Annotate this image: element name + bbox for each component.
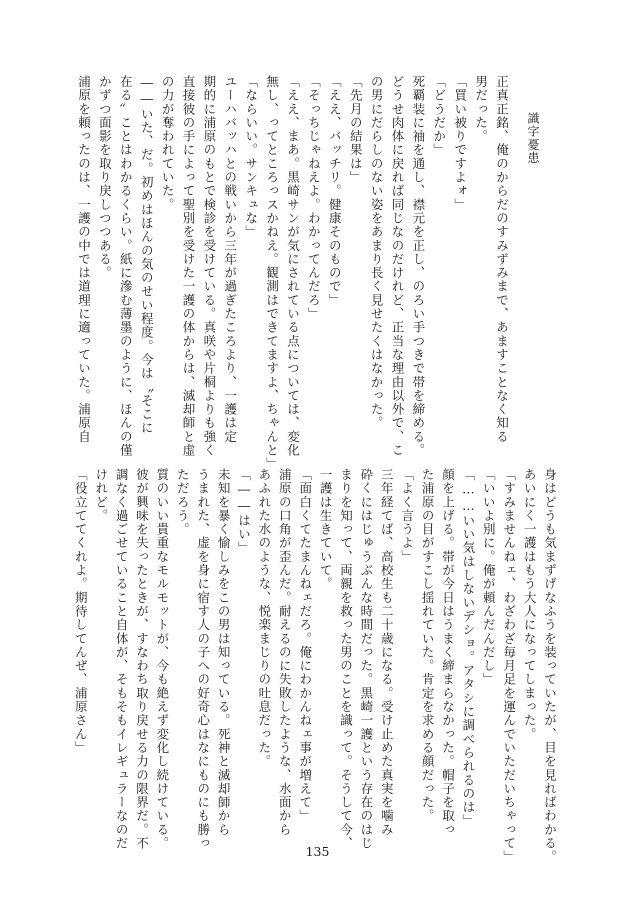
bottom-text-column: 砕くにはじゅうぶんな時間だった。黒崎一護という存在のはじ [358, 468, 374, 851]
bottom-text-column: 「よく言うよ」 [399, 468, 415, 564]
bottom-text-column: 「いいよ別に。俺が頼んだんだし」 [481, 468, 497, 687]
top-text-column: の男にだらしのない姿をあまり長く見せたくはなかった。 [369, 75, 385, 430]
bottom-text-column: 「役立ててくれよ。期待してんぜ、浦原さん」 [73, 468, 89, 755]
bottom-text-column: ただろう。 [175, 468, 191, 537]
top-text-column: 在る〟ことはわかるくらい。紙に滲む薄墨のように、ほんの僅 [118, 75, 134, 458]
bottom-text-column: 「――はい」 [236, 468, 252, 555]
top-text-column: 無し、ってところっスかねえ。観測はできてますよ、ちゃんと」 [264, 75, 280, 471]
bottom-text-column: けれど。 [93, 468, 109, 523]
bottom-text-column: 質のいい貴重なモルモットが、今も絶えず変化し続けている。 [154, 468, 170, 851]
top-text-column: の力が奪われていた。 [160, 75, 176, 212]
top-text-column: 浦原を頼ったのは、一護の中では道理に適っていた。浦原自 [76, 75, 92, 444]
bottom-text-column: 調なく過ごせていること自体が、そもそもイレギュラーなのだ [114, 468, 130, 851]
page-number: 135 [305, 844, 330, 859]
bottom-text-column: まりを知って、両親を救った男のことを識って。そうして今、 [338, 468, 354, 851]
top-text-column: 「ならいい。サンキュな」 [243, 75, 259, 239]
top-text-column: 「ええ、バッチリ。健康そのもので」 [327, 75, 343, 308]
bottom-text-column: 「面白くてたまんねェだろ。俺にわかんねェ事が増えて」 [297, 468, 313, 823]
top-text-column: 「そっちじゃねえよ。わかってんだろ」 [306, 75, 322, 321]
bottom-text-column: た浦原の目がすこし揺れていた。肯定を求める顔だった。 [420, 468, 436, 823]
bottom-text-column: 三年経てば、高校生も二十歳になる。受け止めた真実を噛み [379, 468, 395, 837]
top-text-column: 男だった。 [473, 75, 489, 144]
top-text-column: 「先月の結果は」 [348, 75, 364, 185]
top-text-column: 「ええ、まあ。黒崎サンが気にされている点については、変化 [285, 75, 301, 458]
top-text-column: ――いた、だ。初めはほんの気のせい程度。今は〝そこに [139, 75, 155, 435]
bottom-text-column: 顔を上げる。帯が今日はうまく締まらなかった。帽子を取っ [440, 468, 456, 837]
top-text-column: かずつ面影を取り戻しつつある。 [97, 75, 113, 280]
bottom-text-column: 浦原の口角が歪んだ。耐えるのに失敗したような、水面から [277, 468, 293, 837]
bottom-text-column: 一護は生きていて。 [318, 468, 334, 591]
bottom-text-column: 「すみませんねェ、わざわざ毎月足を運んでいただいちゃって」 [501, 468, 517, 864]
top-text-column: 正真正銘、俺のからだのすみずみまで、あますことなく知る [494, 75, 510, 444]
bottom-text-column: うまれた、虚を身に宿す人の子への好奇心はなにものにも勝っ [195, 468, 211, 851]
top-text-column: 「どうだか」 [431, 75, 447, 157]
top-text-column: 直接彼の手によって聖別を受けた一護の体からは、滅却師と虚 [181, 75, 196, 458]
top-text-column: ユーハバッハとの戦いから三年が過ぎたころより、一護は定 [222, 75, 238, 444]
top-text-column: 死覇装に袖を通し、襟元を正し、のろい手つきで帯を締める。 [410, 75, 426, 458]
top-text-column: どうせ肉体に戻れば同じなのだけれど、正当な理由以外で、こ [390, 75, 405, 458]
top-text-column: 「買い被りですよォ」 [452, 75, 468, 212]
top-text-column: 期的に浦原のもとで検診を受けている。真咲や片桐よりも強く [201, 75, 217, 458]
author-header: 識字憂患 [526, 112, 540, 165]
bottom-text-column: あふれた水のような、悦楽まじりの吐息だった。 [256, 468, 272, 769]
bottom-text-column: 未知を暴く愉しみをこの男は知っている。死神と滅却師から [216, 468, 232, 837]
bottom-text-column: 「……いい気はしないデショ。アタシに調べられるのは」 [460, 468, 476, 828]
bottom-text-column: 身はどうも気まずげなふうを装っていたが、目を見ればわかる。 [542, 468, 558, 864]
bottom-text-column: 彼が興味を失ったときが、すなわち取り戻せる力の限界だ。不 [134, 468, 150, 851]
bottom-text-column: あいにく一護はもう大人になってしまった。 [522, 468, 538, 741]
